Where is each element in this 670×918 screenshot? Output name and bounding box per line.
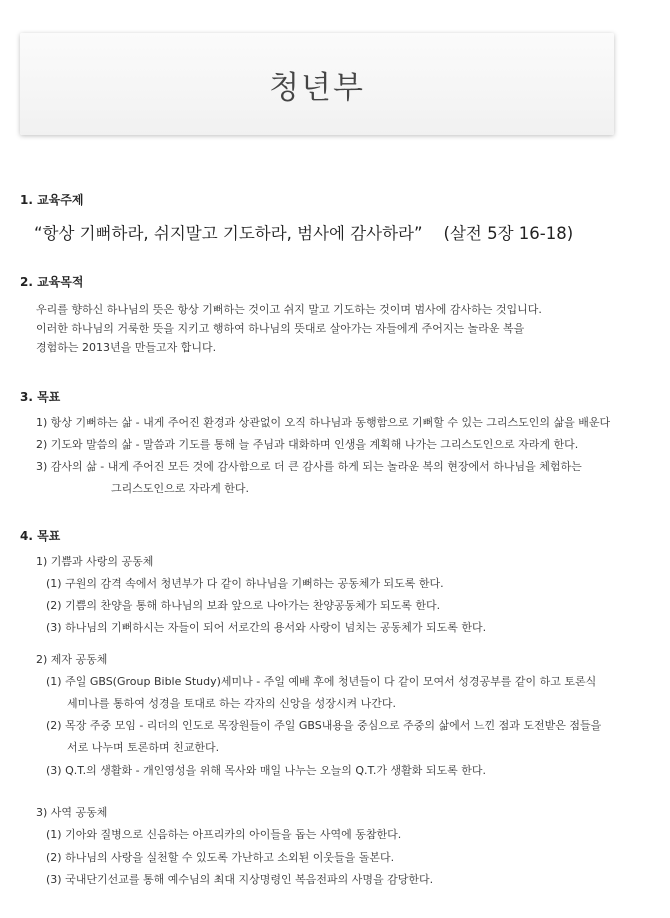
- list-item: (3) 하나님의 기뻐하시는 자들이 되어 서로간의 용서와 사랑이 넘치는 공동체가 되도록 한다.: [46, 621, 487, 634]
- purpose-line: 경험하는 2013년을 만들고자 합니다.: [36, 341, 217, 354]
- section-2-heading: 2. 교육목적: [20, 275, 84, 289]
- title-banner: [20, 33, 614, 135]
- section-3-heading: 3. 목표: [20, 390, 61, 404]
- list-item: (1) 구원의 감격 속에서 청년부가 다 같이 하나님을 기뻐하는 공동체가 되도록 한다.: [46, 577, 444, 590]
- list-item: 서로 나누며 토론하며 친교한다.: [67, 741, 220, 754]
- page-title: 청년부: [269, 69, 365, 106]
- theme-quote: “항상 기뻐하라, 쉬지말고 기도하라, 범사에 감사하라” (살전 5장 16-18): [34, 224, 574, 243]
- list-item: 세미나를 통하여 성경을 토대로 하는 각자의 신앙을 성장시켜 나간다.: [67, 697, 396, 710]
- section-4-heading: 4. 목표: [20, 529, 61, 543]
- subgroup-title: 3) 사역 공동체: [36, 806, 108, 819]
- goal-line: 1) 항상 기뻐하는 삶 - 내게 주어진 환경과 상관없이 오직 하나님과 동행함으로 기뻐할 수 있는 그리스도인의 삶을 배운다: [36, 416, 611, 429]
- list-item: (1) 주일 GBS(Group Bible Study)세미나 - 주일 예배 후에 청년들이 다 같이 모여서 성경공부를 같이 하고 토론식: [46, 675, 597, 688]
- subgroup-title: 2) 제자 공동체: [36, 653, 108, 666]
- list-item: (2) 하나님의 사랑을 실천할 수 있도록 가난하고 소외된 이웃들을 돌본다.: [46, 851, 395, 864]
- list-item: (3) 국내단기선교를 통해 예수님의 최대 지상명령인 복음전파의 사명을 감당한다.: [46, 873, 434, 886]
- list-item: (2) 기쁨의 찬양을 통해 하나님의 보좌 앞으로 나아가는 찬양공동체가 되도록 한다.: [46, 599, 441, 612]
- purpose-line: 우리를 향하신 하나님의 뜻은 항상 기뻐하는 것이고 쉬지 말고 기도하는 것이며 범사에 감사하는 것입니다.: [36, 303, 542, 316]
- section-1-heading: 1. 교육주제: [20, 193, 84, 207]
- goal-line: 3) 감사의 삶 - 내게 주어진 모든 것에 감사함으로 더 큰 감사를 하게 되는 놀라운 복의 현장에서 하나님을 체험하는: [36, 460, 582, 473]
- goal-line: 2) 기도와 말씀의 삶 - 말씀과 기도를 통해 늘 주님과 대화하며 인생을 계획해 나가는 그리스도인으로 자라게 한다.: [36, 438, 579, 451]
- list-item: (3) Q.T.의 생활화 - 개인영성을 위해 목사와 매일 나누는 오늘의 Q.T.가 생활화 되도록 한다.: [46, 764, 487, 777]
- subgroup-title: 1) 기쁨과 사랑의 공동체: [36, 555, 154, 568]
- list-item: (1) 기아와 질병으로 신음하는 아프리카의 아이들을 돕는 사역에 동참한다.: [46, 828, 402, 841]
- purpose-line: 이러한 하나님의 거룩한 뜻을 지키고 행하여 하나님의 뜻대로 살아가는 자들에게 주어지는 놀라운 복을: [36, 322, 525, 335]
- list-item: (2) 목장 주중 모임 - 리더의 인도로 목장원들이 주일 GBS내용을 중심으로 주중의 삶에서 느낀 점과 도전받은 점들을: [46, 719, 602, 732]
- goal-line: 그리스도인으로 자라게 한다.: [111, 482, 250, 495]
